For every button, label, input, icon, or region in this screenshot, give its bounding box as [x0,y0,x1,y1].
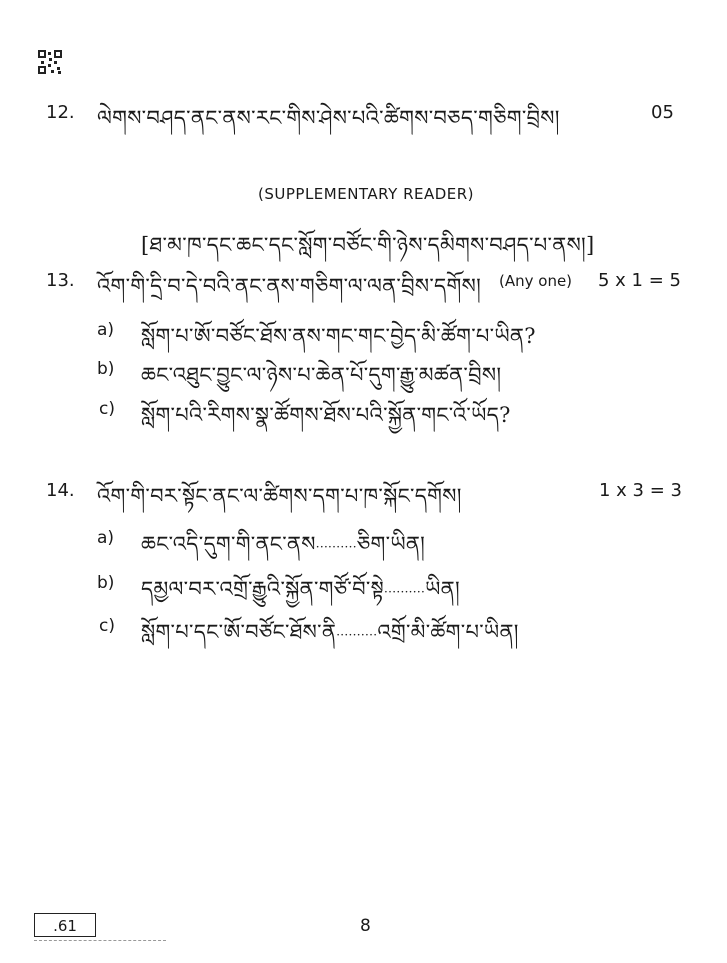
item-stem: སློག་པ་དང་ཨོ་བཙོང་ཐོས་ནི [141,620,337,644]
item-tail: ཅིག་ཡིན། [356,532,426,556]
item-text: སློག་པའི་རིགས་སྣ་ཚོགས་ཐོས་པའི་སྐྱོན་གང་འོ་ཡོད? [141,403,511,427]
question-marks: 1 x 3 = 3 [599,480,682,501]
question-marks: 5 x 1 = 5 [598,270,681,291]
question-text: ལེགས་བཤད་ནང་ནས་རང་གིས་ཤེས་པའི་ཚིགས་བཅད་གཅིག་བྲིས། [97,106,560,130]
item-label: c) [99,616,115,636]
choice-note: (Any one) [499,272,573,290]
item-text: སློག་པ་ཨོ་བཙོང་ཐོས་ནས་གང་གང་བྱེད་མི་ཚོག་པ་ཡིན? [141,324,536,348]
paper-code: .61 [34,913,96,937]
divider [34,940,166,941]
item-stem: དམྱལ་བར་འགྲོ་རྒྱུའི་སྐྱོན་གཙོ་བོ་སྟེ [141,577,384,601]
question-text: འོག་གི་བར་སྟོང་ནང་ལ་ཚིགས་དག་པ་ཁ་སྐོང་དགོས། [97,484,462,508]
question-number: 12. [46,102,75,123]
blank-dots: ·········· [336,628,378,642]
blank-dots: ·········· [384,585,426,599]
item-label: a) [97,320,115,340]
qr-code-icon [38,50,62,74]
blank-dots: ·········· [315,540,357,554]
item-label: c) [99,399,115,419]
item-label: b) [97,573,115,593]
section-subtitle: [ཐ་མ་ཁ་དང་ཆང་དང་སློག་བཙོང་གི་ཉེས་དམིགས་བཤད་པ་ནས།] [141,233,595,257]
item-stem: ཆང་འདི་དུག་གི་ནང་ནས [141,532,316,556]
item-label: b) [97,359,115,379]
section-title: (SUPPLEMENTARY READER) [258,185,475,203]
question-number: 13. [46,270,75,291]
question-marks: 05 [651,102,674,123]
question-text: འོག་གི་དྲི་བ་དེ་བའི་ནང་ནས་གཅིག་ལ་ལན་བྲིས་དགོས། [97,274,482,298]
page-number: 8 [360,916,371,936]
item-tail: ཡིན། [425,577,460,601]
item-text [141,609,519,668]
item-tail: འགྲོ་མི་ཚོག་པ་ཡིན། [377,620,519,644]
question-number: 14. [46,480,75,501]
item-label: a) [97,528,115,548]
item-text: ཆང་འཐུང་བྱུང་ལ་ཉེས་པ་ཆེན་པོ་དུག་རྒྱུ་མཚན་བྲིས། [141,363,502,387]
